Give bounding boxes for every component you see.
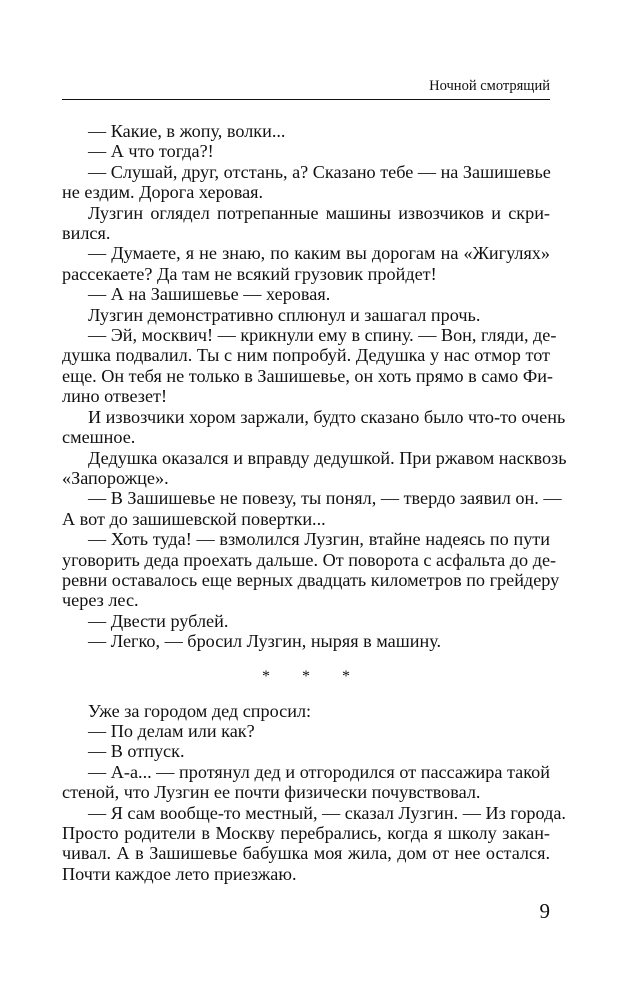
text-line: — Хоть туда! — взмолился Лузгин, втайне надеясь по пути xyxy=(88,529,550,550)
text-line: через лес. xyxy=(62,590,139,611)
paragraph xyxy=(62,447,567,489)
text-line: А вот до зашишевской повертки... xyxy=(62,508,326,529)
text-line: Дедушка оказался и вправду дедушкой. При ржавом насквозь xyxy=(88,447,567,468)
section-separator: * * * xyxy=(262,667,364,685)
text-line: — В отпуск. xyxy=(88,741,185,762)
text-line: Просто родители в Москву перебрались, когда я школу закан- xyxy=(62,823,550,843)
text-line: душка подвалил. Ты с ним попробуй. Дедушка у нас отмор тот xyxy=(62,345,550,366)
text-line: уговорить деда проехать дальше. От поворота с асфальта до де- xyxy=(62,549,557,570)
paragraph xyxy=(62,802,566,885)
paragraph xyxy=(62,284,550,304)
text-line: — А на Зашишевье — херовая. xyxy=(88,284,331,305)
text-line: — Двести рублей. xyxy=(88,610,229,631)
text-line: — А-а... — протянул дед и отгородился от пассажира такой xyxy=(88,761,550,782)
text-line: не ездим. Дорога херовая. xyxy=(62,182,264,203)
text-line: лино отвезет! xyxy=(62,386,168,407)
paragraph xyxy=(62,325,557,407)
text-line: — Легко, — бросил Лузгин, ныряя в машину. xyxy=(88,631,442,652)
paragraph xyxy=(62,762,550,803)
text-line: — Слушай, друг, отстань, а? Сказано тебе — на Зашишевье xyxy=(88,161,551,182)
text-line: ревни оставалось еще верных двадцать километров по грейдеру xyxy=(62,569,560,590)
text-line: — А что тогда?! xyxy=(88,141,214,162)
paragraph xyxy=(62,721,550,741)
text-section-1 xyxy=(62,121,567,652)
paragraph xyxy=(62,162,550,203)
header-rule xyxy=(62,99,550,100)
paragraph xyxy=(62,741,550,761)
text-line: рассекаете? Да там не всякий грузовик пройдет! xyxy=(62,263,437,284)
text-line: — В Зашишевье не повезу, ты понял, — твердо заявил он. — xyxy=(88,488,562,509)
text-line: чивал. А в Зашишевье бабушка моя жила, дом от нее остался. xyxy=(62,843,550,864)
paragraph xyxy=(62,121,550,141)
paragraph xyxy=(62,611,550,631)
paragraph xyxy=(62,488,562,529)
paragraph xyxy=(62,243,550,284)
text-line: Лузгин демонстративно сплюнул и зашагал прочь. xyxy=(88,304,481,325)
text-line: Лузгин оглядел потрепанные машины извозчиков и скри- xyxy=(88,202,550,223)
text-line: — Думаете, я не знаю, по каким вы дорогам на «Жигулях» xyxy=(88,243,550,264)
text-line: стеной, что Лузгин ее почти физически почувствовал. xyxy=(62,782,481,803)
text-line: — Какие, в жопу, волки... xyxy=(88,121,286,141)
text-line: смешное. xyxy=(62,427,136,448)
running-head: Ночной смотрящий xyxy=(429,78,550,94)
paragraph xyxy=(62,203,550,244)
text-line: еще. Он тебя не только в Зашишевье, он хоть прямо в само Фи- xyxy=(62,365,553,386)
page-number: 9 xyxy=(539,899,550,923)
text-section-2 xyxy=(62,700,566,885)
text-line: вился. xyxy=(62,223,111,244)
text-line: И извозчики хором заржали, будто сказано было что-то очень xyxy=(88,406,566,427)
text-line: Почти каждое лето приезжаю. xyxy=(62,863,297,884)
paragraph xyxy=(62,631,550,651)
text-line: — Я сам вообще-то местный, — сказал Лузгин. — Из города. xyxy=(88,802,566,823)
paragraph xyxy=(62,305,550,325)
paragraph xyxy=(62,141,550,161)
text-line: — По делам или как? xyxy=(88,720,255,741)
paragraph xyxy=(62,406,566,448)
paragraph xyxy=(62,529,560,611)
text-line: — Эй, москвич! — крикнули ему в спину. — Вон, гляди, де- xyxy=(88,325,557,346)
text-line: Уже за городом дед спросил: xyxy=(88,700,312,721)
body-text xyxy=(62,121,567,884)
text-line: «Запорожце». xyxy=(62,467,169,488)
paragraph xyxy=(62,701,550,721)
